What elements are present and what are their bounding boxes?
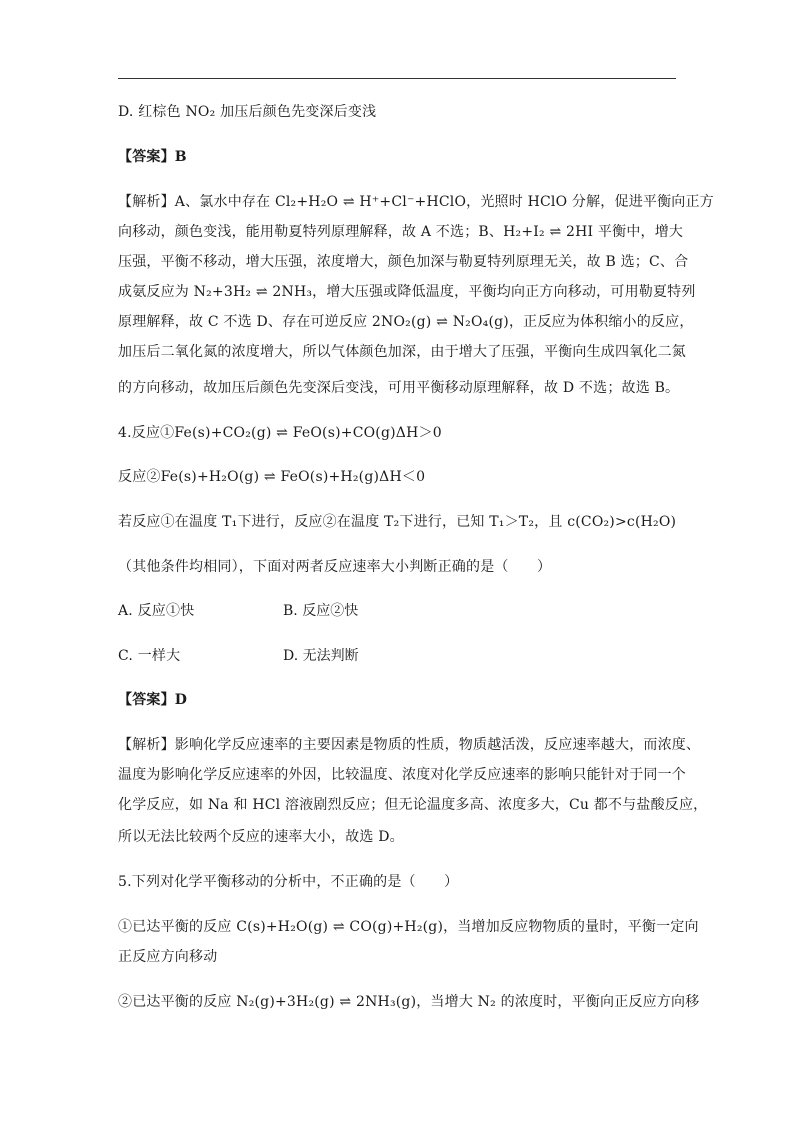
analysis-line: 【解析】A、氯水中存在 Cl₂+H₂O ⇌ H⁺+Cl⁻+HClO，光照时 HClO 分解，促进平衡向正方: [118, 194, 714, 210]
answer-label: 【答案】D: [118, 692, 188, 708]
answer-label: 【答案】B: [118, 149, 187, 165]
analysis-line: 加压后二氧化氮的浓度增大，所以气体颜色加深，由于增大了压强，平衡向生成四氧化二氮: [118, 344, 686, 360]
question-4-prompt: （其他条件均相同），下面对两者反应速率大小判断正确的是（ ）: [118, 559, 552, 575]
analysis-line: 原理解释，故 C 不选 D、存在可逆反应 2NO₂(g) ⇌ N₂O₄(g)，正反应为体积缩小的反应，: [118, 314, 694, 330]
question-5-prompt: 5.下列对化学平衡移动的分析中，不正确的是（ ）: [118, 874, 459, 890]
analysis-line: 压强，平衡不移动，增大压强，浓度增大，颜色加深与勒夏特列原理无关，故 B 选；C、合: [118, 254, 689, 270]
option-d-line: D. 红棕色 NO₂ 加压后颜色先变深后变浅: [118, 104, 377, 120]
analysis-line: 温度为影响化学反应速率的外因，比较温度、浓度对化学反应速率的影响只能针对于同一个: [118, 767, 686, 783]
question-4-condition: 若反应①在温度 T₁下进行，反应②在温度 T₂下进行，已知 T₁＞T₂，且 c(CO₂)>c(H₂O): [118, 514, 677, 530]
question-5-item-1-cont: 正反应方向移动: [118, 949, 218, 965]
option-c: C. 一样大: [118, 648, 181, 664]
analysis-line: 【解析】影响化学反应速率的主要因素是物质的性质，物质越活泼，反应速率越大，而浓度、: [118, 737, 701, 753]
analysis-line: 向移动，颜色变浅，能用勒夏特列原理解释，故 A 不选；B、H₂+I₂ ⇌ 2HI 平衡中，增大: [118, 224, 684, 240]
analysis-line: 的方向移动，故加压后颜色先变深后变浅，可用平衡移动原理解释，故 D 不选；故选 B。: [118, 380, 680, 396]
question-5-item-1: ①已达平衡的反应 C(s)+H₂O(g) ⇌ CO(g)+H₂(g)，当增加反应物物质的量时，平衡一定向: [118, 919, 699, 935]
option-d: D. 无法判断: [283, 648, 359, 664]
question-5-item-2: ②已达平衡的反应 N₂(g)+3H₂(g) ⇌ 2NH₃(g)，当增大 N₂ 的浓度时，平衡向正反应方向移: [118, 994, 700, 1010]
analysis-line: 所以无法比较两个反应的速率大小，故选 D。: [118, 829, 404, 845]
header-rule: [118, 78, 676, 79]
analysis-line: 化学反应，如 Na 和 HCl 溶液剧烈反应；但无论温度多高、浓度多大，Cu 都不与盐酸反应，: [118, 797, 708, 813]
question-4-reaction-1: 4.反应①Fe(s)+CO₂(g) ⇌ FeO(s)+CO(g)ΔH＞0: [118, 425, 442, 441]
analysis-line: 成氨反应为 N₂+3H₂ ⇌ 2NH₃，增大压强或降低温度，平衡均向正方向移动，可用勒夏特列: [118, 284, 696, 300]
option-b: B. 反应②快: [283, 603, 359, 619]
question-4-reaction-2: 反应②Fe(s)+H₂O(g) ⇌ FeO(s)+H₂(g)ΔH＜0: [118, 469, 426, 485]
option-a: A. 反应①快: [118, 603, 195, 619]
